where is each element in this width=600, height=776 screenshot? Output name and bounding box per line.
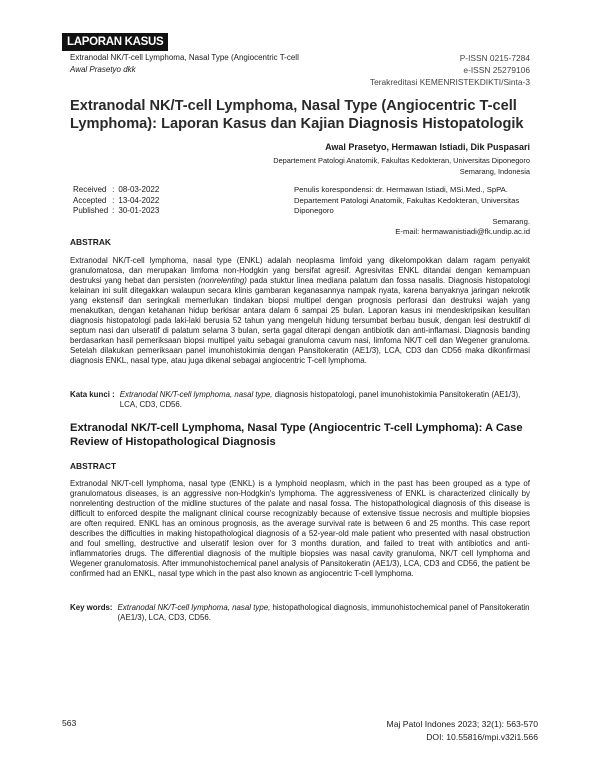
correspondence-city: Semarang. — [492, 216, 530, 226]
abstrak-text: Extranodal NK/T-cell lymphoma, nasal type (ENKL) adalah neoplasma limfoid yang dikelompokkan dalam ragam penyakit granulomatosa, dan merupakan limfoma non-Hodgkin yang bersifat agresif. Agresivitas ENKL ditandai dengan kemampuan destruksi yang hebat dan persisten (nonrelenting) pada stuktur linea mediana palatum dan fossa nasalis. Diagnosis histopatologi kelainan ini sulit ditegakkan walaupun secara klinis gambaran keganasannya nampak nyata, karena banyaknya jaringan nekrotik yang ekstensif dan seringkali memerlukan tindakan biopsi multipel dengan prognosis perforasi dan destruksi wajah yang menakutkan, dengan ketahanan hidup berkisar antara dalam 6 sampai 25 bulan. Laporan kasus ini mendeskripsikan kesulitan diagnosis histopatologi pada laki-laki berusia 52 tahun yang mengeluh hidung tersumbat berbau busuk, dengan lesi destruktif di septum nasi dan ulseratif di palatum selama 3 bulan, serta gagal diterapi dengan antibiotik dan anti-inflamasi. Diagnosis banding berdasarkan hasil pemeriksaan biopsi multipel yaitu sebagai granuloma cavum nasi, limfoma NK/T cell dan Wegener granuloma. Setelah dilakukan pemeriksaan panel imunohistokimia dengan Pansitokeratin (AE1/3), LCA, CD3 dan CD56 maka dikonfirmasi diagnosis ENKL, nasal type, atau juga dikenal sebagai angiocentric T-cell lymphoma. — [70, 256, 531, 365]
section-tag: LAPORAN KASUS — [62, 33, 168, 51]
abstrak-heading: ABSTRAK — [70, 237, 111, 247]
article-dates — [73, 185, 159, 217]
journal-citation: Maj Patol Indones 2023; 32(1): 563-570 — [386, 719, 538, 729]
affiliation-line-1: Departement Patologi Anatomik, Fakultas Kedokteran, Universitas Diponegoro — [273, 156, 530, 165]
issn-block — [370, 52, 530, 88]
date-row: Published : 30-01-2023 — [73, 206, 160, 215]
correspondence-department: Departement Patologi Anatomik, Fakultas Kedokteran, Universitas Diponegoro — [294, 195, 520, 215]
author-affiliation — [273, 155, 530, 177]
pissn: P-ISSN 0215-7284 — [459, 53, 530, 63]
page-number: 563 — [62, 718, 77, 728]
kata-kunci — [70, 390, 530, 410]
footer-citation — [387, 718, 538, 743]
date-label: Published — [73, 206, 109, 215]
affiliation-line-2: Semarang, Indonesia — [459, 167, 530, 176]
date-row: Accepted : 13-04-2022 — [73, 195, 160, 205]
author-list: Awal Prasetyo, Hermawan Istiadi, Dik Puspasari — [325, 142, 530, 152]
correspondence-email[interactable]: E-mail: hermawanistiadi@fk.undip.ac.id — [395, 227, 530, 236]
keywords-label: Kata kunci : — [70, 390, 115, 399]
correspondence-block — [294, 185, 530, 238]
keywords-values: Extranodal NK/T-cell lymphoma, nasal type, diagnosis histopatologi, panel imunohistokimia Pansitokeratin (AE1/3), LCA, CD3, CD56. — [119, 390, 521, 409]
english-title: Extranodal NK/T-cell Lymphoma, Nasal Type (Angiocentric T-cell Lymphoma): A Case Review of Histopathological Diagnosis — [70, 422, 523, 448]
corresponding-author: Penulis korespondensi: dr. Hermawan Istiadi, MSi.Med., SpPA. — [294, 185, 508, 194]
running-author: Awal Prasetyo dkk — [70, 65, 136, 74]
article-title: Extranodal NK/T-cell Lymphoma, Nasal Type (Angiocentric T-cell Lymphoma): Laporan Kasus dan Kajian Diagnosis Histopatologik — [70, 98, 524, 132]
date-value: 30-01-2023 — [118, 206, 160, 215]
date-value: 13-04-2022 — [118, 195, 160, 205]
keywords-label: Key words: — [70, 603, 113, 612]
key-words — [70, 603, 530, 623]
section-tag-underline — [62, 49, 163, 51]
accreditation: Terakreditasi KEMENRISTEKDIKTI/Sinta-3 — [369, 77, 530, 87]
date-row: Received : 08-03-2022 — [73, 185, 160, 194]
running-title: Extranodal NK/T-cell Lymphoma, Nasal Type (Angiocentric T-cell — [70, 53, 299, 62]
keywords-values: Extranodal NK/T-cell lymphoma, nasal type, histopathological diagnosis, immunohistochemical panel of Pansitokeratin (AE1/3), LCA, CD3, CD56. — [117, 603, 530, 622]
eissn: e-ISSN 25279106 — [463, 65, 530, 75]
date-label: Received — [73, 185, 107, 194]
abstract-text: Extranodal NK/T-cell lymphoma, nasal type (ENKL) is a lymphoid neoplasm, which in the past has been grouped as a type of granulomatous diseases, is an aggressive non-Hodgkin's lymphoma. The aggressiveness of ENKL is characterized clinically by nonrelenting destruction of the midline stuctures of the palate and nasal fossa. The histopathological diagnosis of this disease is difficult to enforced despite the malignant clinical course recognizably because of extensive tissue necrosis and multiple biopsies are often required. ENKL has an ominous prognosis, as the average survival rate is between 6 and 25 months. This case report describes the difficulties in making histopathological diagnosis of a 52-year-old male patient who presented with nasal obstruction and foul smelling, destructive and ulseratif lesion over for 3 months duration, and failed to treat with antibiotics and anti-inflammatories drugs. The differential diagnosis of the multiple biopsies was nasal cavity granuloma, NK/T cell lymphoma and Wegener granulomatosis. After immunohistochemical panel analysis of Pansitokeratin (AE1/3), LCA, CD3 and CD56, the patient be confirmed had an ENKL, nasal type which in the past also known as angiocentric T-cell lymphoma. — [70, 479, 530, 578]
doi[interactable]: DOI: 10.55816/mpi.v32i1.566 — [426, 731, 538, 742]
date-label: Accepted — [73, 195, 107, 205]
date-value: 08-03-2022 — [118, 185, 160, 194]
abstract-heading: ABSTRACT — [70, 461, 117, 471]
